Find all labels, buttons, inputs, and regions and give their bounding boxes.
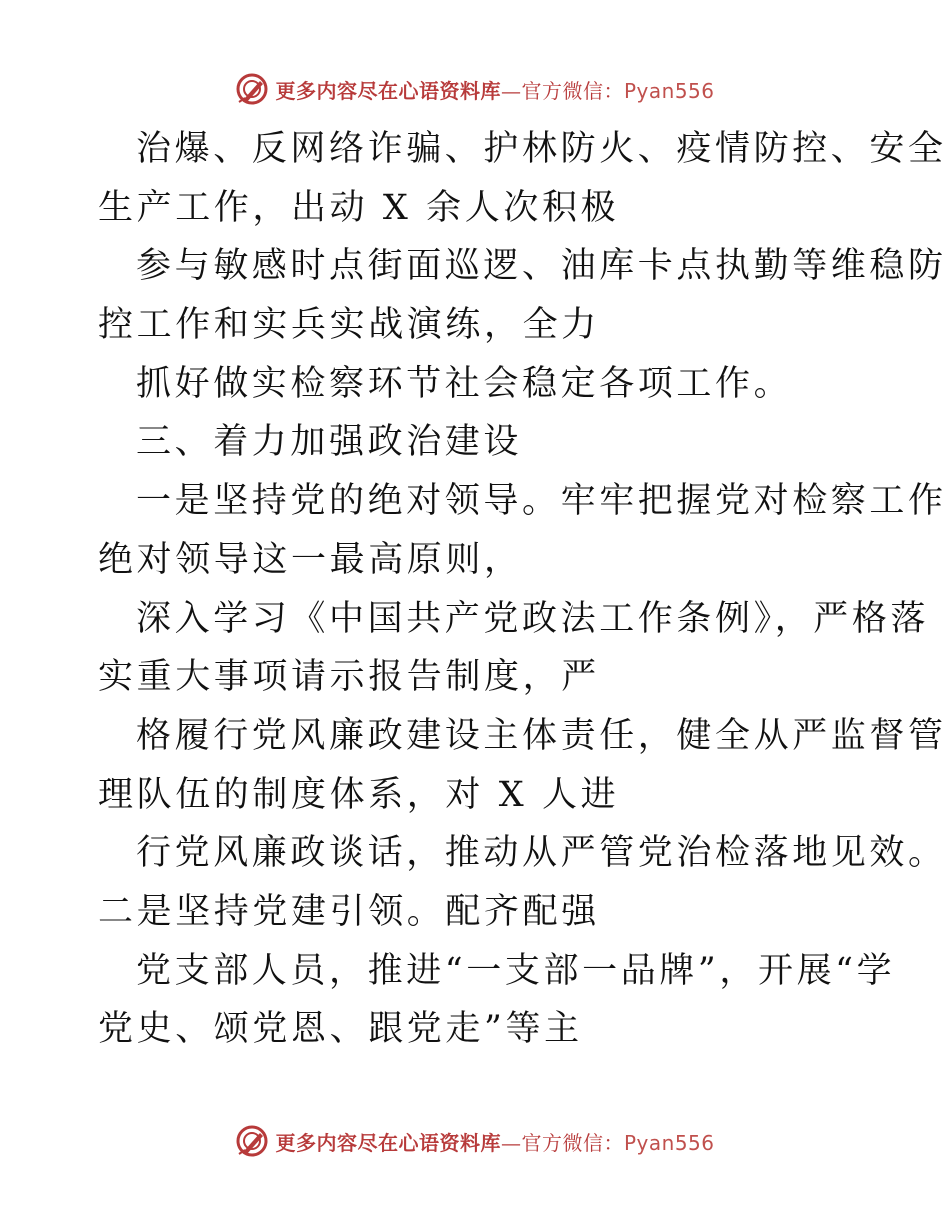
watermark-sub-text: 官方微信： (521, 1130, 624, 1155)
text-line: 治爆、反网络诈骗、护林防火、疫情防控、安全 (136, 129, 947, 169)
text-line: 深入学习《中国共产党政法工作条例》，严格落 (136, 598, 930, 639)
text-line: 二是坚持党建引领。配齐配强 (98, 891, 600, 932)
document-body (98, 120, 947, 1059)
text-line: 生产工作，出动 X 余人次积极 (98, 187, 620, 228)
watermark-main-text: 更多内容尽在心语资料库 (275, 1130, 501, 1155)
watermark-handle: Pyan556 (623, 78, 715, 103)
text-line: 行党风廉政谈话，推动从严管党治检落地见效。 (136, 833, 947, 874)
text-line: 格履行党风廉政建设主体责任，健全从严监督管 (136, 715, 947, 756)
pen-logo-icon (235, 1124, 269, 1158)
text-line: 参与敏感时点街面巡逻、油库卡点执勤等维稳防 (136, 246, 947, 287)
text-line: 一是坚持党的绝对领导。牢牢把握党对检察工作 (136, 481, 947, 522)
text-line: 实重大事项请示报告制度，严 (98, 657, 600, 698)
text-line: 理队伍的制度体系，对 X 人进 (98, 774, 620, 815)
text-line: 控工作和实兵实战演练，全力 (98, 305, 600, 346)
text-line: 党支部人员，推进“一支部一品牌”，开展“学 (136, 950, 896, 991)
watermark-handle: Pyan556 (623, 1130, 715, 1155)
watermark-main-text: 更多内容尽在心语资料库 (275, 78, 501, 103)
text-line: 党史、颂党恩、跟党走”等主 (98, 1009, 583, 1050)
pen-logo-icon (235, 72, 269, 106)
text-line: 绝对领导这一最高原则， (98, 539, 523, 580)
section-heading: 三、着力加强政治建设 (136, 422, 523, 463)
footer-watermark (0, 1124, 950, 1158)
watermark-dash: — (500, 78, 522, 103)
text-line: 抓好做实检察环节社会稳定各项工作。 (136, 363, 793, 404)
watermark-dash: — (500, 1130, 522, 1155)
header-watermark (0, 72, 950, 106)
watermark-sub-text: 官方微信： (521, 78, 624, 103)
